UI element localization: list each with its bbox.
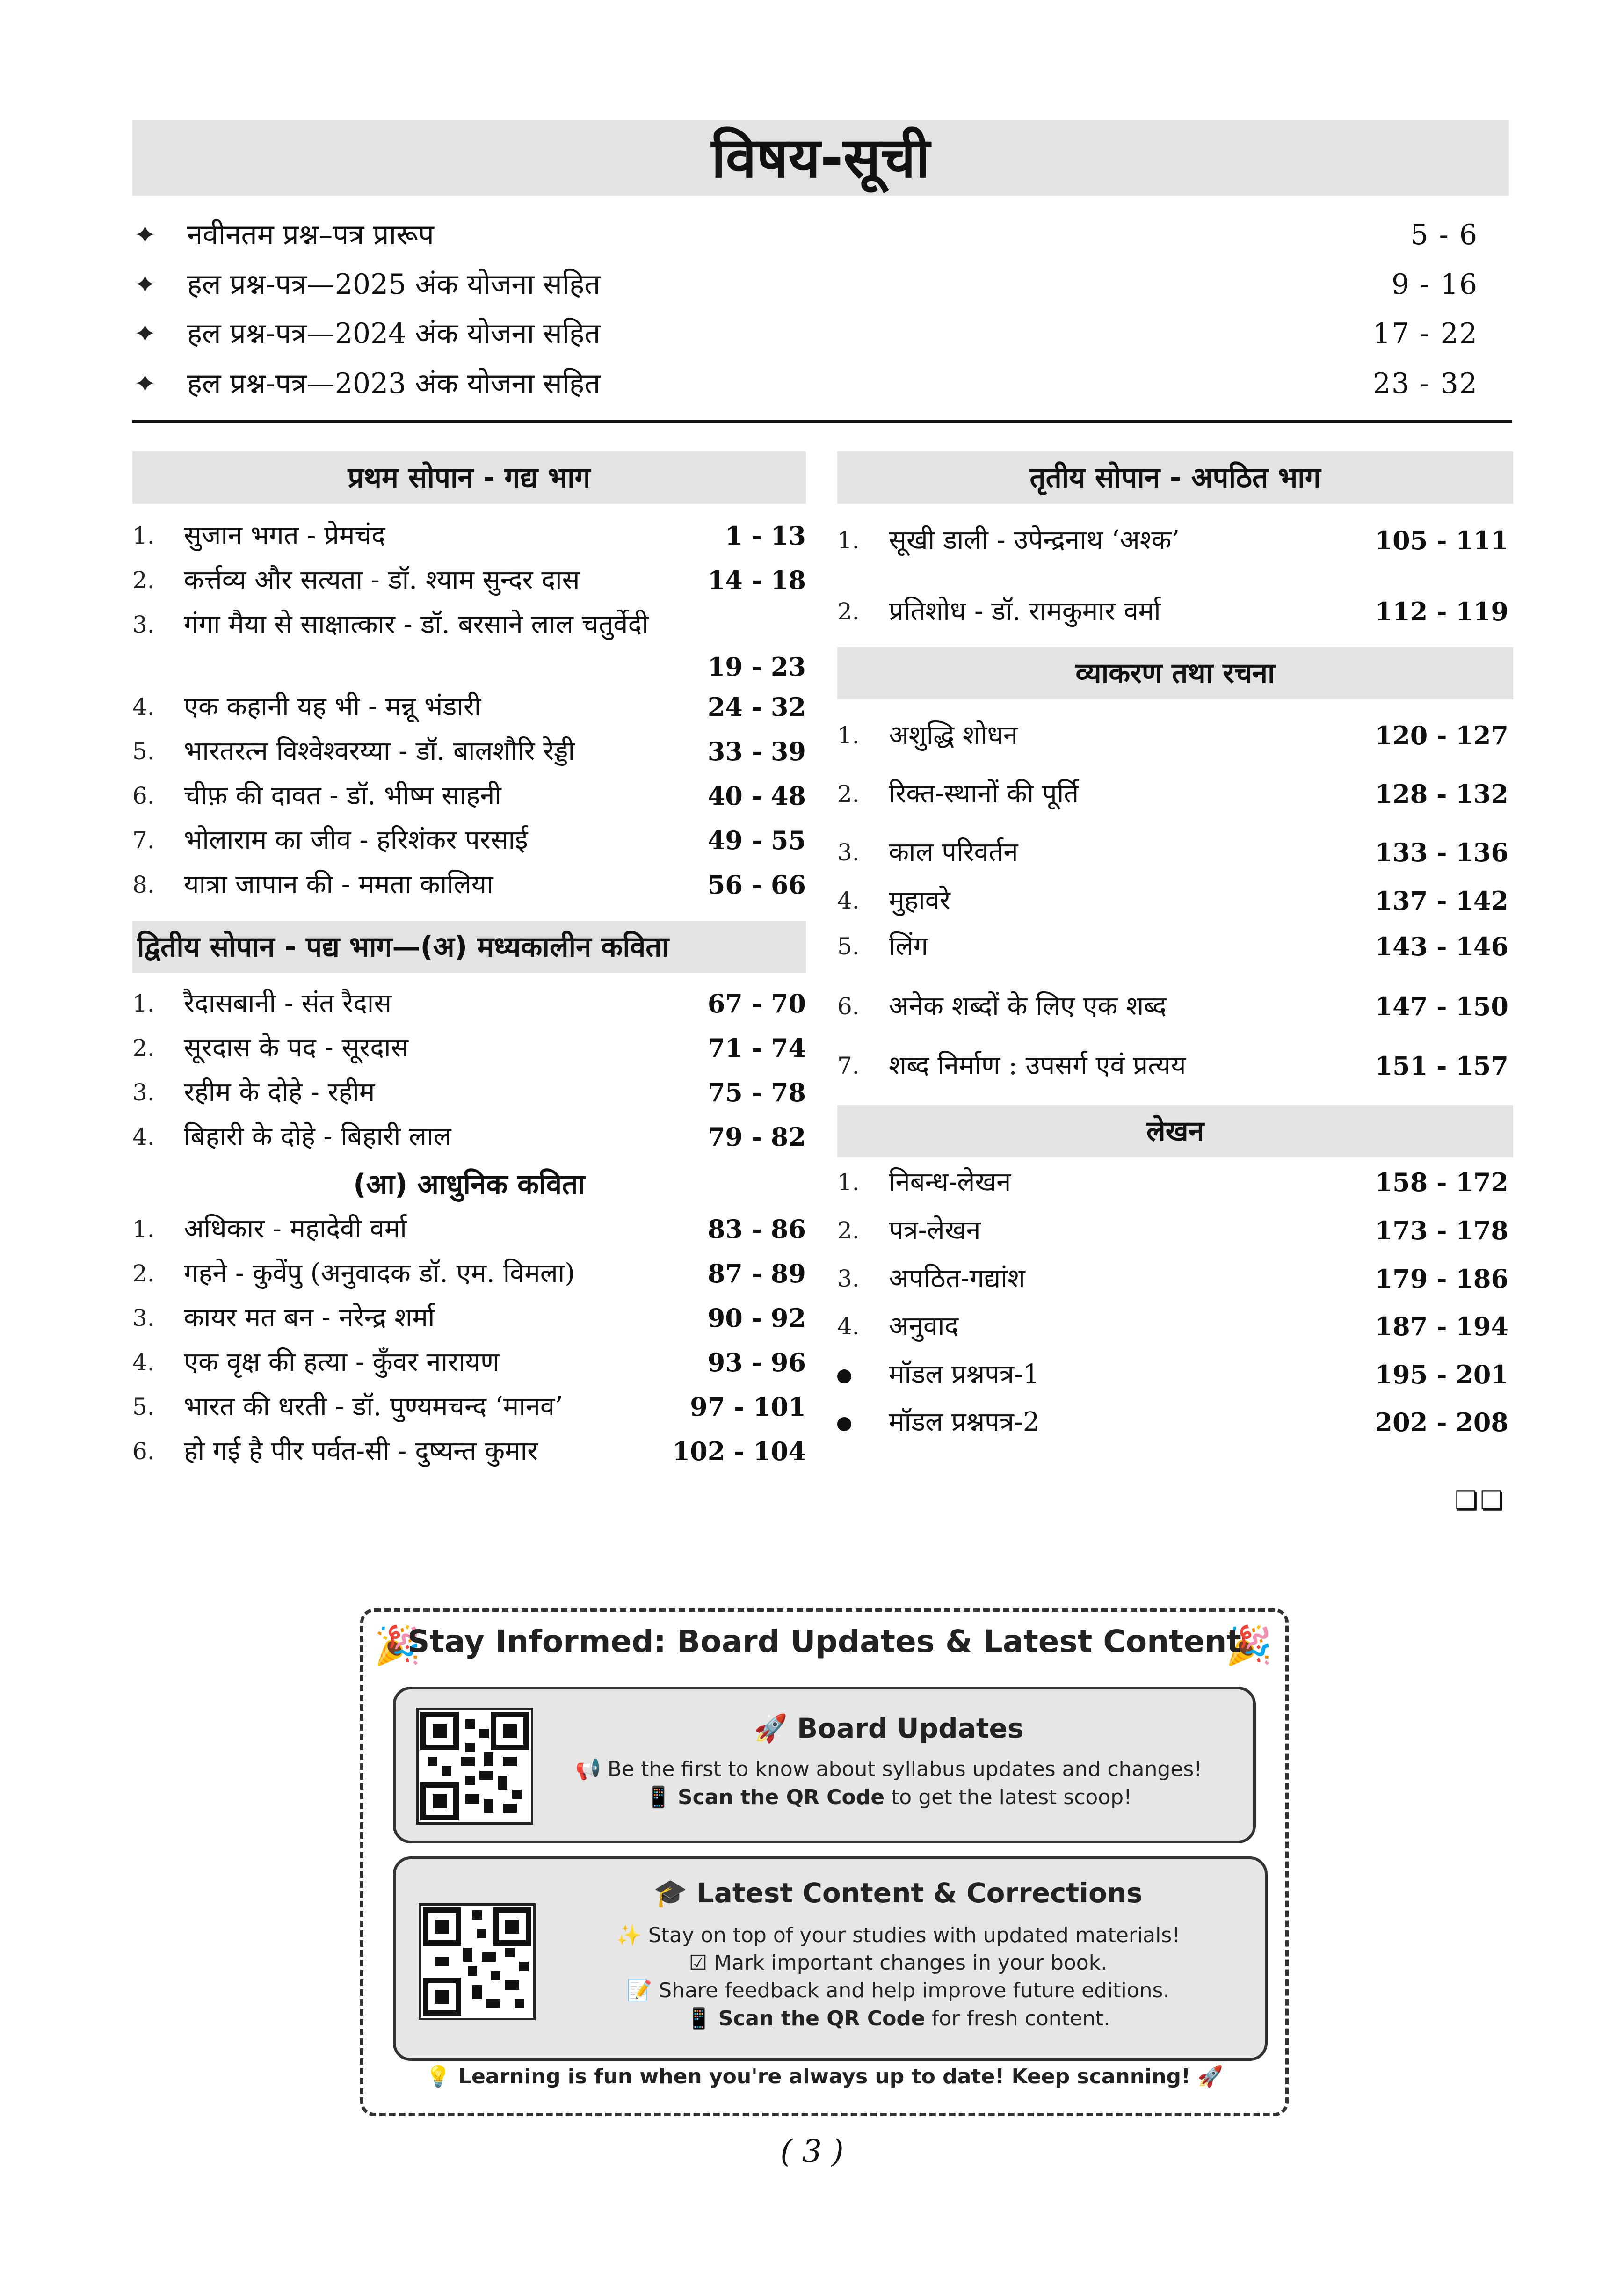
board-updates-scan-line: 📱 Scan the QR Code to get the latest scoop! — [645, 1785, 1132, 1809]
toc-item[interactable]: 1. रैदासबानी - संत रैदास 67 - 70 — [132, 988, 806, 1019]
latest-content-scan-line: 📱 Scan the QR Code for fresh content. — [686, 2007, 1110, 2030]
toc-item[interactable]: 4. एक कहानी यह भी - मन्नू भंडारी 24 - 32 — [132, 691, 806, 722]
party-popper-icon: 🎉 — [1225, 1623, 1272, 1667]
toc-item[interactable]: 2. गहने - कुवेंपु (अनुवादक डॉ. एम. विमला) 87 - 89 — [132, 1258, 806, 1288]
section-heading-grammar: व्याकरण तथा रचना — [837, 647, 1513, 699]
qr-code-icon[interactable] — [419, 1903, 536, 2020]
page-title: विषय-सूची — [711, 125, 930, 190]
graduation-cap-icon: 🎓 — [653, 1877, 697, 1909]
check-box-icon: ☑ — [689, 1951, 714, 1975]
toc-item[interactable]: 1. अशुद्धि शोधन 120 - 127 — [837, 720, 1508, 750]
toc-item[interactable]: 5. लिंग 143 - 146 — [837, 931, 1508, 961]
toc-item[interactable]: 6. अनेक शब्दों के लिए एक शब्द 147 - 150 — [837, 991, 1508, 1021]
section-heading-writing: लेखन — [837, 1105, 1513, 1157]
promo-title: Stay Informed: Board Updates & Latest Content — [407, 1623, 1241, 1659]
toc-item[interactable]: 2. प्रतिशोध - डॉ. रामकुमार वर्मा 112 - 119 — [837, 596, 1508, 626]
bullet-icon — [837, 1369, 851, 1383]
toc-item[interactable]: मॉडल प्रश्नपत्र-2 202 - 208 — [837, 1401, 1508, 1443]
toc-item[interactable]: 2. पत्र-लेखन 173 - 178 — [837, 1215, 1508, 1245]
rocket-icon: 🚀 — [754, 1712, 798, 1744]
toc-item[interactable]: 5. भारतरत्न विश्वेश्वरय्या - डॉ. बालशौरि रेड्डी 33 - 39 — [132, 736, 806, 766]
latest-content-line: ☑ Mark important changes in your book. — [689, 1951, 1108, 1975]
megaphone-icon: 📢 — [575, 1757, 608, 1781]
sparkle-icon: ✦ — [133, 219, 157, 251]
rocket-icon: 🚀 — [1190, 2065, 1224, 2089]
sparkle-icon: ✦ — [133, 318, 157, 349]
toc-item[interactable]: 4. मुहावरे 137 - 142 — [837, 885, 1508, 916]
board-updates-line: 📢 Be the first to know about syllabus updates and changes! — [575, 1757, 1202, 1781]
toc-item[interactable]: 4. अनुवाद 187 - 194 — [837, 1311, 1508, 1341]
phone-icon: 📱 — [645, 1785, 678, 1809]
section-heading-unseen: तृतीय सोपान - अपठित भाग — [837, 451, 1513, 504]
latest-content-heading: 🎓 Latest Content & Corrections — [653, 1877, 1143, 1909]
toc-item[interactable]: 2. कर्त्तव्य और सत्यता - डॉ. श्याम सुन्दर दास 14 - 18 — [132, 565, 806, 595]
section-heading-prose: प्रथम सोपान - गद्य भाग — [132, 451, 806, 504]
toc-item[interactable]: 1. सूखी डाली - उपेन्द्रनाथ ‘अश्क’ 105 - 111 — [837, 525, 1508, 555]
bullet-icon — [837, 1417, 851, 1431]
sparkles-icon: ✨ — [616, 1923, 648, 1947]
toc-item[interactable]: मॉडल प्रश्नपत्र-1 195 - 201 — [837, 1354, 1508, 1396]
toc-top-item[interactable]: ✦ हल प्रश्न-पत्र—2025 अंक योजना सहित 9 - 16 — [131, 261, 1497, 308]
toc-item[interactable]: 7. भोलाराम का जीव - हरिशंकर परसाई 49 - 55 — [132, 825, 806, 855]
toc-item[interactable]: 7. शब्द निर्माण : उपसर्ग एवं प्रत्यय 151 - 157 — [837, 1050, 1508, 1081]
page-number: ( 3 ) — [780, 2133, 844, 2169]
subsection-heading-modern: (आ) आधुनिक कविता — [353, 1168, 585, 1201]
qr-code-icon[interactable] — [416, 1708, 533, 1825]
toc-item[interactable]: 3. गंगा मैया से साक्षात्कार - डॉ. बरसाने लाल चतुर्वेदी 19 - 23 — [132, 609, 806, 682]
toc-item[interactable]: 5. भारत की धरती - डॉ. पुण्यमचन्द ‘मानव’ 97 - 101 — [132, 1391, 806, 1422]
lightbulb-icon: 💡 — [425, 2065, 458, 2089]
divider — [132, 420, 1512, 423]
toc-item[interactable]: 3. कायर मत बन - नरेन्द्र शर्मा 90 - 92 — [132, 1303, 806, 1333]
toc-item[interactable]: 8. यात्रा जापान की - ममता कालिया 56 - 66 — [132, 869, 806, 900]
memo-icon: 📝 — [626, 1979, 659, 2002]
toc-item[interactable]: 4. एक वृक्ष की हत्या - कुँवर नारायण 93 - 96 — [132, 1347, 806, 1377]
toc-item[interactable]: 4. बिहारी के दोहे - बिहारी लाल 79 - 82 — [132, 1121, 806, 1152]
toc-item[interactable]: 1. अधिकार - महादेवी वर्मा 83 - 86 — [132, 1214, 806, 1244]
toc-item[interactable]: 2. रिक्त-स्थानों की पूर्ति 128 - 132 — [837, 779, 1508, 809]
toc-item[interactable]: 3. अपठित-गद्यांश 179 - 186 — [837, 1263, 1508, 1294]
sparkle-icon: ✦ — [133, 269, 157, 300]
party-popper-icon: 🎉 — [374, 1623, 421, 1667]
toc-item[interactable]: 3. रहीम के दोहे - रहीम 75 - 78 — [132, 1077, 806, 1107]
toc-item[interactable]: 1. निबन्ध-लेखन 158 - 172 — [837, 1167, 1508, 1197]
toc-item[interactable]: 6. हो गई है पीर पर्वत-सी - दुष्यन्त कुमार 102 - 104 — [132, 1436, 806, 1466]
toc-item[interactable]: 2. सूरदास के पद - सूरदास 71 - 74 — [132, 1033, 806, 1063]
section-heading-poetry: द्वितीय सोपान - पद्य भाग—(अ) मध्यकालीन कविता — [132, 921, 806, 973]
toc-item[interactable]: 3. काल परिवर्तन 133 - 136 — [837, 837, 1508, 867]
toc-top-item[interactable]: ✦ हल प्रश्न-पत्र—2024 अंक योजना सहित 17 - 22 — [131, 310, 1497, 357]
latest-content-line: ✨ Stay on top of your studies with updated materials! — [616, 1923, 1180, 1947]
latest-content-line: 📝 Share feedback and help improve future editions. — [626, 1979, 1170, 2002]
toc-top-item[interactable]: ✦ हल प्रश्न-पत्र—2023 अंक योजना सहित 23 - 32 — [131, 360, 1497, 407]
board-updates-heading: 🚀 Board Updates — [754, 1712, 1024, 1744]
toc-top-item[interactable]: ✦ नवीनतम प्रश्न–पत्र प्रारूप 5 - 6 — [131, 211, 1497, 258]
toc-item[interactable]: 6. चीफ़ की दावत - डॉ. भीष्म साहनी 40 - 48 — [132, 780, 806, 811]
toc-item[interactable]: 1. सुजान भगत - प्रेमचंद 1 - 13 — [132, 520, 806, 551]
phone-icon: 📱 — [686, 2007, 718, 2030]
promo-footer: 💡 Learning is fun when you're always up to date! Keep scanning! 🚀 — [425, 2065, 1224, 2089]
end-mark: ❏❏ — [1455, 1485, 1506, 1516]
sparkle-icon: ✦ — [133, 368, 157, 400]
